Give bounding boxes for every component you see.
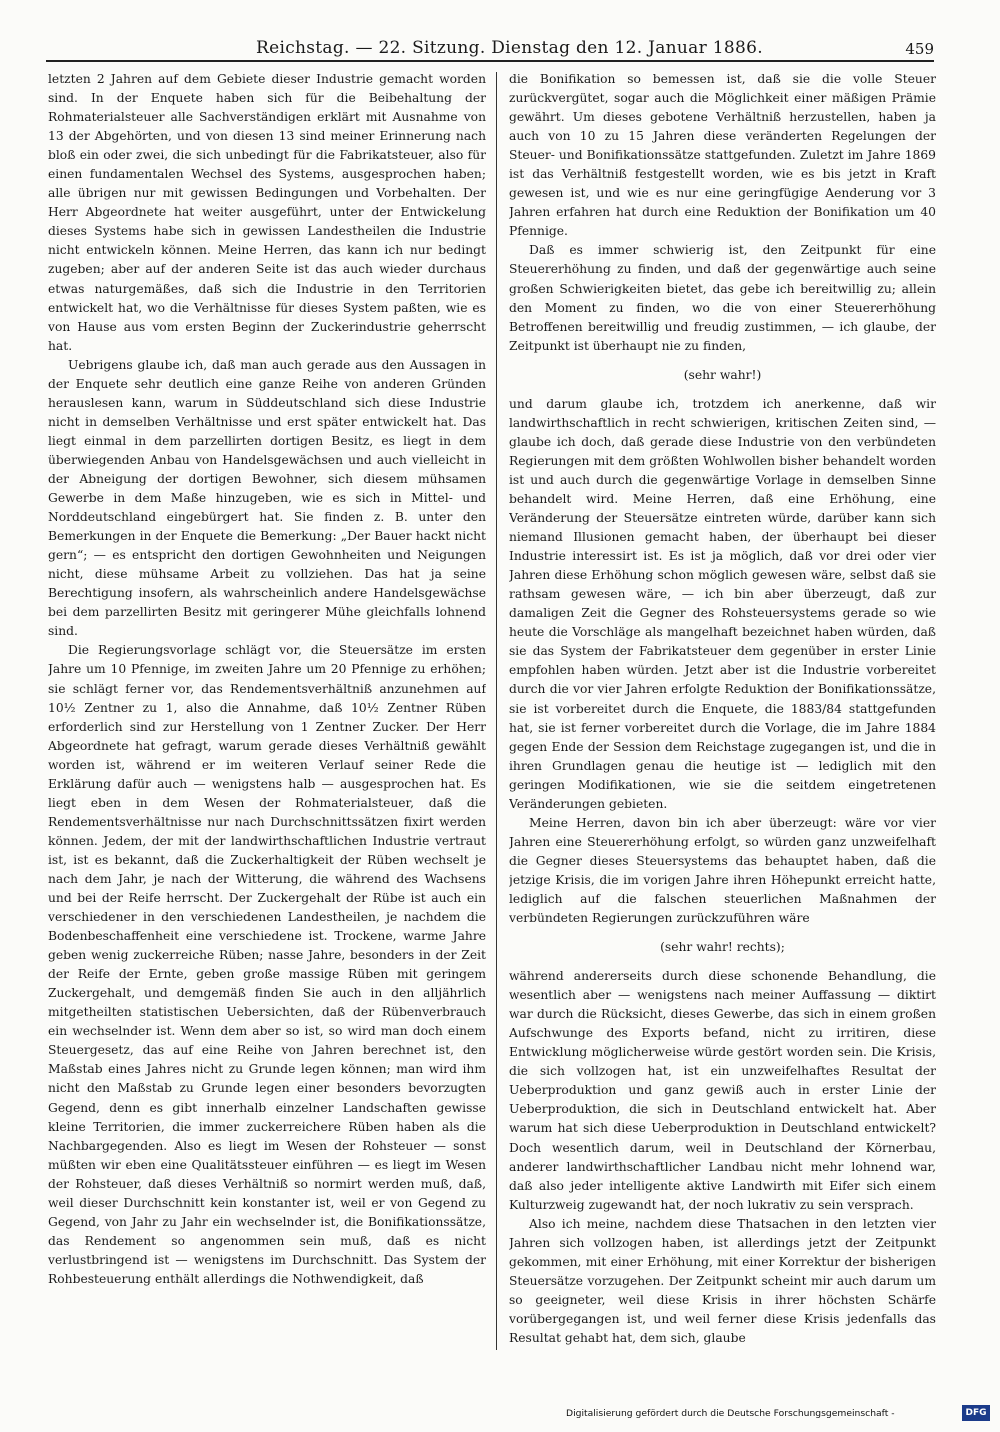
page-header — [46, 34, 934, 64]
right-column — [509, 70, 936, 1348]
paragraph: während andererseits durch diese schonende Behandlung, die wesentlich aber — wenigstens nach meiner Auffassung — diktirt war durch die Rücksicht, dieses Gewerbe, das sich in einem großen Aufschwunge des Exports befand, nicht zu irritiren, diese Entwicklung möglicherweise würde gestört worden sein. Die Krisis, die sich vollzogen hat, ist ein unzweifelhaftes Resultat der Ueberproduktion und ganz gewiß auch in erster Linie der Ueberproduktion, die sich in Deutschland entwickelt hat. Aber warum hat sich diese Ueberproduktion in Deutschland entwickelt? Doch wesentlich darum, weil in Deutschland der Körnerbau, anderer landwirthschaftlicher Landbau nicht mehr lohnend war, daß also jeder intelligente aktive Landwirth mit Eifer sich einem Kulturzweig zugewandt hat, der noch lukrativ zu sein versprach. — [509, 969, 936, 1212]
paragraph: Die Regierungsvorlage schlägt vor, die Steuersätze im ersten Jahre um 10 Pfennige, im zweiten Jahre um 20 Pfennige zu erhöhen; sie schlägt ferner vor, das Rendementsverhältniß anzunehmen auf 10½ Zentner zu 1, also die Annahme, daß 10½ Zentner Rüben erforderlich sind zur Herstellung von 1 Zentner Zucker. Der Herr Abgeordnete hat gefragt, warum gerade dieses Verhältniß gewählt worden ist, während er im weiteren Verlauf seiner Rede die Erklärung dafür auch — wenigstens halb — ausgesprochen hat. Es liegt eben in dem Wesen der Rohmaterialsteuer, daß die Rendementsverhältnisse nur nach Durchschnittssätzen fixirt werden können. Jedem, der mit der landwirthschaftlichen Industrie vertraut ist, ist es bekannt, daß die Zuckerhaltigkeit der Rüben wechselt je nach dem Jahr, je nach der Witterung, die während des Wachsens und bei der Reife herrscht. Der Zuckergehalt der Rübe ist auch ein verschiedener in den verschiedenen Landestheilen, je nachdem die Bodenbeschaffenheit eine verschiedene ist. Trockene, warme Jahre geben wenig zuckerreiche Rüben; nasse Jahre, besonders in der Zeit der Reife der Ernte, geben große massige Rüben mit geringem Zuckergehalt, und demgemäß finden Sie auch in den alljährlich mitgetheilten statistischen Uebersichten, daß der Rübenverbrauch ein wechselnder ist. Wenn dem aber so ist, so wird man doch einem Steuergesetz, das auf eine Reihe von Jahren berechnet ist, den Maßstab eines Jahres nicht zu Grunde legen können; man wird ihm nicht den Maßstab zu Grunde legen einer besonders bevorzugten Gegend, denn es gibt innerhalb einzelner Landschaften gewisse kleine Territorien, die immer zuckerreichere Rüben haben als die Nachbargegenden. Also es liegt im Wesen der Rohsteuer — sonst müßten wir eben eine Qualitätssteuer einführen — es liegt im Wesen der Rohsteuer, daß dieses Verhältniß so normirt werden muß, daß, weil dieser Durchschnitt kein konstanter ist, weil er von Gegend zu Gegend, von Jahr zu Jahr ein wechselnder ist, die Bonifikationssätze, das Rendement so angenommen sein muß, daß es nicht verlustbringend ist — wenigstens im Durchschnitt. Das System der Rohbesteuerung enthält allerdings die Nothwendigkeit, daß — [48, 643, 486, 1286]
interjection: (sehr wahr!) — [683, 367, 762, 382]
paragraph: letzten 2 Jahren auf dem Gebiete dieser Industrie gemacht worden sind. In der Enquete haben sich für die Beibehaltung der Rohmaterialsteuer alle Sachverständigen erklärt mit Ausnahme von 13 der Abgehörten, und von diesen 13 sind meiner Erinnerung nach bloß ein oder zwei, die sich unbedingt für die Fabrikatsteuer, also für einen fundamentalen Wechsel des Systems, ausgesprochen haben; alle übrigen nur mit gewissen Bedingungen und Vorbehalten. Der Herr Abgeordnete hat weiter ausgeführt, unter der Entwickelung dieses Systems habe sich in gewissen Landestheilen die Industrie nicht entwickeln können. Meine Herren, das kann ich nur bedingt zugeben; aber auf der anderen Seite ist das auch wieder durchaus etwas naturgemäßes, daß sich die Industrie in den Territorien entwickelt hat, wo die Verhältnisse für dieses System paßten, wie es von Hause aus vom ersten Beginn der Zuckerindustrie geherrscht hat. — [48, 72, 486, 353]
paragraph: Also ich meine, nachdem diese Thatsachen in den letzten vier Jahren sich vollzogen haben, ist allerdings jetzt der Zeitpunkt gekommen, mit einer Erhöhung, mit einer Korrektur der bisherigen Steuersätze vorzugehen. Der Zeitpunkt scheint mir auch darum um so geeigneter, weil diese Krisis in ihrer höchsten Schärfe vorübergegangen ist, und weil ferner diese Krisis jedenfalls das Resultat gehabt hat, dem sich, glaube — [509, 1216, 936, 1345]
page-number: 459 — [905, 40, 934, 58]
column-divider — [496, 72, 497, 1350]
paragraph: Daß es immer schwierig ist, den Zeitpunkt für eine Steuererhöhung zu finden, und daß der gegenwärtige auch seine großen Schwierigkeiten bietet, das gebe ich bereitwillig zu; allein den Moment zu finden, wo die von einer Steuererhöhung Betroffenen bereitwillig und freudig zustimmen, — ich glaube, der Zeitpunkt ist überhaupt nie zu finden, — [509, 243, 936, 353]
digitization-credit: Digitalisierung gefördert durch die Deutsche Forschungsgemeinschaft - — [566, 1408, 895, 1419]
page-title: Reichstag. — 22. Sitzung. Dienstag den 12. Januar 1886. — [256, 38, 763, 58]
paragraph: Meine Herren, davon bin ich aber überzeugt: wäre vor vier Jahren eine Steuererhöhung erfolgt, so würden ganz unzweifelhaft die Gegner dieses Steuersystems das behauptet haben, daß die jetzige Krisis, die im vorigen Jahre ihren Höhepunkt erreicht hatte, lediglich auf die falschen steuerlichen Maßnahmen der verbündeten Regierungen zurückzuführen wäre — [509, 815, 936, 926]
paragraph: und darum glaube ich, trotzdem ich anerkenne, daß wir landwirthschaftlich in recht schwierigen, kritischen Zeiten sind, — glaube ich doch, daß gerade diese Industrie von den verbündeten Regierungen mit dem größten Wohlwollen bisher behandelt worden ist und auch durch die gegenwärtige Vorlage in demselben Sinne behandelt wird. Meine Herren, daß eine Erhöhung, eine Veränderung der Steuersätze eintreten würde, darüber kann sich niemand Illusionen gemacht haben, der überhaupt bei dieser Industrie interessirt ist. Es ist ja möglich, daß vor drei oder vier Jahren diese Erhöhung schon möglich gewesen wäre, selbst daß sie rathsam gewesen wäre, — ich bin aber überzeugt, daß zur damaligen Zeit die Gegner des Rohsteuersystems gerade so wie heute die Vorschläge als mangelhaft bezeichnet haben würden, daß sie das System der Fabrikatsteuer dem gegenüber in erster Linie empfohlen haben würden. Jetzt aber ist die Industrie vorbereitet durch die vor vier Jahren erfolgte Reduktion der Bonifikationssätze, sie ist vorbereitet durch die Enquete, die 1883/84 stattgefunden hat, sie ist ferner vorbereitet durch die Vorlage, die im Jahre 1884 gegen Ende der Session dem Reichstage zugegangen ist, und die in ihren Grundlagen genau die heutige ist — lediglich mit den geringen Modifikationen, wie sie die seitdem eingetretenen Veränderungen gebieten. — [509, 396, 936, 811]
header-rule — [46, 60, 934, 62]
paragraph: die Bonifikation so bemessen ist, daß sie die volle Steuer zurückvergütet, sogar auch die Möglichkeit einer mäßigen Prämie gewährt. Um dieses gebotene Verhältniß herzustellen, haben ja auch von 10 zu 15 Jahren diese veränderten Regelungen der Steuer- und Bonifikationssätze stattgefunden. Zuletzt im Jahre 1869 ist das Verhältniß festgestellt worden, wie es bis jetzt in Kraft gewesen ist, und wie es nur eine geringfügige Aenderung vor 3 Jahren erfahren hat durch eine Reduktion der Bonifikation um 40 Pfennige. — [509, 72, 936, 239]
left-column — [48, 70, 486, 1348]
interjection: (sehr wahr! rechts); — [660, 940, 785, 955]
paragraph: Uebrigens glaube ich, daß man auch gerade aus den Aussagen in der Enquete sehr deutlich eine ganze Reihe von anderen Gründen herauslesen kann, warum in Süddeutschland sich diese Industrie nicht in demselben Verhältnisse und erst später entwickelt hat. Das liegt einmal in dem parzellirten dortigen Besitz, es liegt in dem überwiegenden Anbau von Handelsgewächsen und auch vielleicht in der Abneigung der dortigen Bewohner, sich diesem mühsamen Gewerbe in dem Maße hinzugeben, wie es sich in Mittel- und Norddeutschland eingebürgert hat. Sie finden z. B. unter den Bemerkungen in der Enquete die Bemerkung: „Der Bauer hackt nicht gern“; — es entspricht den dortigen Gewohnheiten und Neigungen nicht, diese mühsame Arbeit zu vollziehen. Das hat ja seine Berechtigung insofern, als wahrscheinlich andere Handelsgewächse bei dem parzellirten Besitz mit geringerer Mühe gleichfalls lohnend sind. — [48, 357, 486, 639]
dfg-logo: DFG — [962, 1405, 990, 1421]
